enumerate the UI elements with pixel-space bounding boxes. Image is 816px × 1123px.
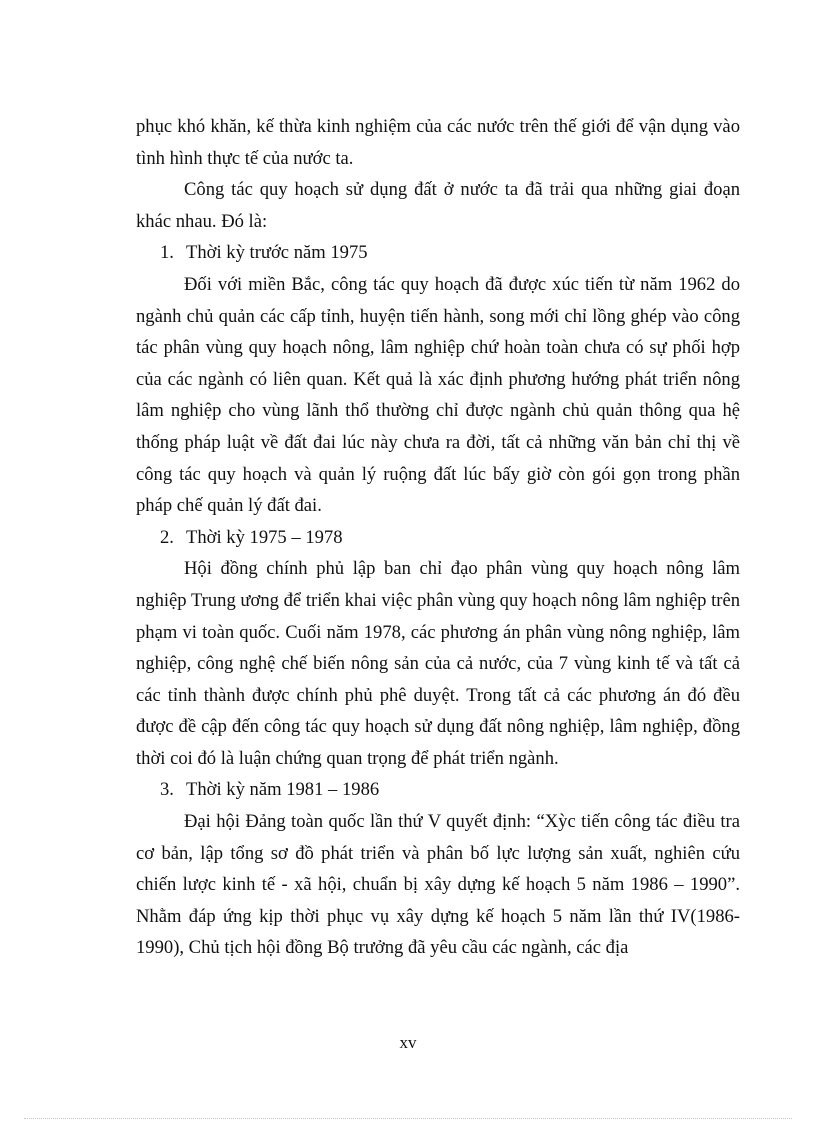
- paragraph-period-1975-1978: Hội đồng chính phủ lập ban chỉ đạo phân vùng quy hoạch nông lâm nghiệp Trung ương để triển khai việc phân vùng quy hoạch nông lâm nghiệp trên phạm vi toàn quốc. Cuối năm 1978, các phương án phân vùng nông nghiệp, lâm nghiệp, công nghệ chế biến nông sản của cả nước, của 7 vùng kinh tế và tất cả các tỉnh thành được chính phủ phê duyệt. Trong tất cả các phương án đó đều được đề cập đến công tác quy hoạch sử dụng đất nông nghiệp, lâm nghiệp, đồng thời coi đó là luận chứng quan trọng để phát triển ngành.: [136, 558, 740, 769]
- section-title-2: Thời kỳ 1975 – 1978: [186, 526, 343, 548]
- page-number: xv: [399, 1033, 417, 1052]
- section-heading-1: [136, 237, 740, 269]
- section-title-1: Thời kỳ trước năm 1975: [186, 242, 368, 264]
- paragraph-continuation: phục khó khăn, kế thừa kinh nghiệm của các nước trên thế giới để vận dụng vào tình hình thực tế của nước ta.: [136, 116, 740, 169]
- paragraph-intro-stages: Công tác quy hoạch sử dụng đất ở nước ta đã trải qua những giai đoạn khác nhau. Đó là:: [136, 179, 740, 232]
- page-bottom-divider: [24, 1118, 792, 1119]
- paragraph-period-before-1975: Đối với miền Bắc, công tác quy hoạch đã được xúc tiến từ năm 1962 do ngành chủ quản các cấp tỉnh, huyện tiến hành, song mới chỉ lồng ghép vào công tác phân vùng quy hoạch nông, lâm nghiệp chứ hoàn toàn chưa có sự phối hợp của các ngành có liên quan. Kết quả là xác định phương hướng phát triển nông lâm nghiệp cho vùng lãnh thổ thường chỉ được ngành chủ quản thông qua hệ thống pháp luật về đất đai lúc này chưa ra đời, tất cả những văn bản chỉ thị về công tác quy hoạch và quản lý ruộng đất lúc bấy giờ còn gói gọn trong phần pháp chế quản lý đất đai.: [136, 273, 740, 517]
- paragraph-period-1981-1986: Đại hội Đảng toàn quốc lần thứ V quyết định: “Xỳc tiến công tác điều tra cơ bản, lập tổng sơ đồ phát triển và phân bố lực lượng sản xuất, nghiên cứu chiến lược kinh tế - xã hội, chuẩn bị xây dựng kế hoạch 5 năm 1986 – 1990”. Nhằm đáp ứng kịp thời phục vụ xây dựng kế hoạch 5 năm lần thứ IV(1986-1990), Chủ tịch hội đồng Bộ trưởng đã yêu cầu các ngành, các địa: [136, 811, 740, 959]
- section-number-2: 2.: [160, 526, 174, 548]
- section-number-1: 1.: [160, 242, 174, 264]
- document-body: [136, 111, 740, 964]
- section-number-3: 3.: [160, 779, 174, 801]
- section-heading-3: [136, 774, 740, 806]
- section-title-3: Thời kỳ năm 1981 – 1986: [186, 779, 380, 801]
- section-heading-2: [136, 522, 740, 554]
